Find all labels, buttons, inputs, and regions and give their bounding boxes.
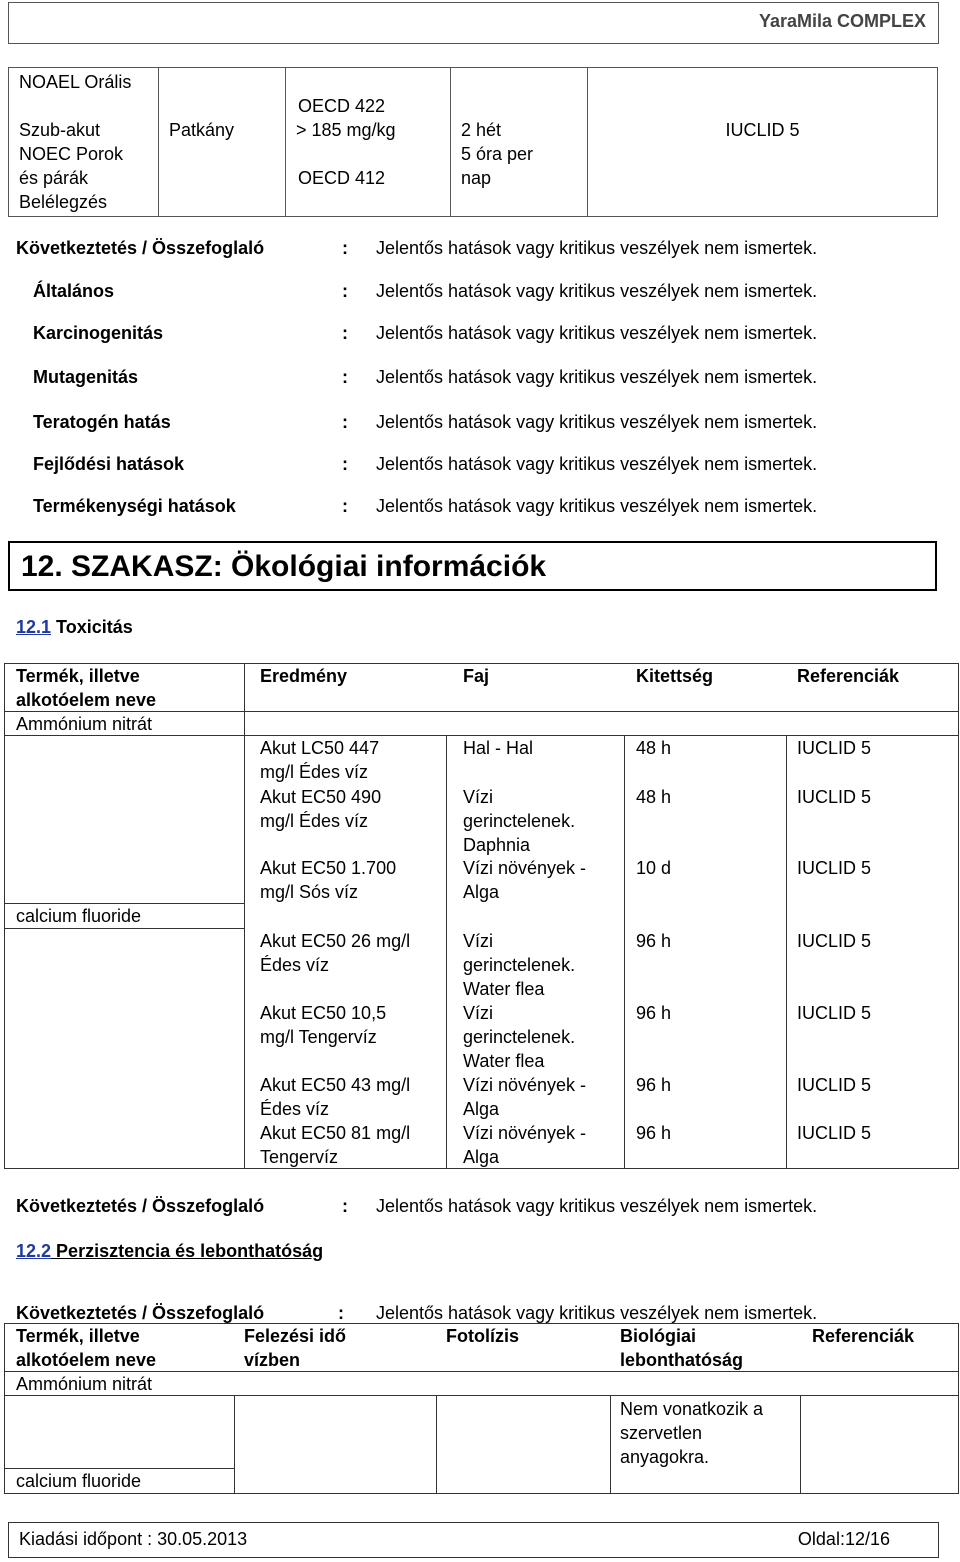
tox-table xyxy=(8,67,938,217)
table-row-ref: IUCLID 5 xyxy=(797,1003,872,1023)
eco-toxicity-table xyxy=(4,663,959,1169)
table-row-species: Vízi gerinctelenek. Water flea xyxy=(463,931,576,999)
table-row-exposure: 96 h xyxy=(636,1003,672,1023)
table-row-ref: IUCLID 5 xyxy=(797,787,872,807)
header-product: Termék, illetve alkotóelem neve xyxy=(16,1326,157,1370)
subsection-12-2[interactable]: 12.2 Perzisztencia és lebonthatóság xyxy=(16,1241,324,1261)
header-photolysis: Fotolízis xyxy=(446,1326,519,1346)
header-species: Faj xyxy=(463,666,490,686)
table-row-exposure: 96 h xyxy=(636,1123,672,1143)
page-number: Oldal:12/16 xyxy=(797,1529,890,1549)
product-name: calcium fluoride xyxy=(16,1471,142,1491)
tox-endpoint-cell: NOAEL Orális Szub-akut NOEC Porok és párák Belélegzés xyxy=(9,68,159,217)
header-exposure: Kitettség xyxy=(636,666,714,686)
header-refs: Referenciák xyxy=(797,666,900,686)
table-row-species: Vízi gerinctelenek. Water flea xyxy=(463,1003,576,1071)
header-biodegradability: Biológiai lebonthatóság xyxy=(620,1326,744,1370)
table-row-exposure: 10 d xyxy=(636,858,672,878)
product-title: YaraMila COMPLEX xyxy=(758,11,926,31)
table-row-exposure: 96 h xyxy=(636,1075,672,1095)
table-row-species: Hal - Hal xyxy=(463,738,534,758)
table-row-result: Akut EC50 1.700 mg/l Sós víz xyxy=(260,858,397,902)
header-halflife: Felezési idő vízben xyxy=(244,1326,347,1370)
page-header xyxy=(8,2,939,44)
table-row-result: Akut EC50 26 mg/l Édes víz xyxy=(260,931,411,975)
product-name: Ammónium nitrát xyxy=(16,1374,153,1394)
header-product: Termék, illetve alkotóelem neve xyxy=(16,666,157,710)
product-name: calcium fluoride xyxy=(16,906,142,926)
table-row-result: Akut LC50 447 mg/l Édes víz xyxy=(260,738,380,782)
table-row-exposure: 96 h xyxy=(636,931,672,951)
table-row-ref: IUCLID 5 xyxy=(797,858,872,878)
table-row-ref: IUCLID 5 xyxy=(797,1123,872,1143)
table-row-species: Vízi gerinctelenek. Daphnia xyxy=(463,787,576,855)
tox-exposure-cell: 2 hét 5 óra per nap xyxy=(451,68,588,217)
table-row-ref: IUCLID 5 xyxy=(797,738,872,758)
table-row-species: Vízi növények - Alga xyxy=(463,1123,587,1167)
table-row-ref: IUCLID 5 xyxy=(797,1075,872,1095)
table-row-species: Vízi növények - Alga xyxy=(463,858,587,902)
header-result: Eredmény xyxy=(260,666,348,686)
table-row-species: Vízi növények - Alga xyxy=(463,1075,587,1119)
tox-species-cell: Patkány xyxy=(159,68,286,217)
subsection-12-1[interactable]: 12.1 Toxicitás xyxy=(16,617,133,637)
persistence-table xyxy=(4,1323,959,1494)
biodegradability-value: Nem vonatkozik a szervetlen anyagokra. xyxy=(620,1399,764,1467)
tox-ref-cell: IUCLID 5 xyxy=(588,68,938,217)
table-row-result: Akut EC50 490 mg/l Édes víz xyxy=(260,787,382,831)
tox-dose-cell: OECD 422 > 185 mg/kg OECD 412 xyxy=(286,68,451,217)
issue-date: Kiadási időpont : 30.05.2013 xyxy=(19,1529,248,1549)
table-row-exposure: 48 h xyxy=(636,738,672,758)
table-row-ref: IUCLID 5 xyxy=(797,931,872,951)
page-footer xyxy=(8,1522,939,1558)
table-row-exposure: 48 h xyxy=(636,787,672,807)
table-row-result: Akut EC50 43 mg/l Édes víz xyxy=(260,1075,411,1119)
product-name: Ammónium nitrát xyxy=(16,714,153,734)
table-row-result: Akut EC50 10,5 mg/l Tengervíz xyxy=(260,1003,387,1047)
table-row-result: Akut EC50 81 mg/l Tengervíz xyxy=(260,1123,411,1167)
header-refs: Referenciák xyxy=(812,1326,915,1346)
section-12-heading: 12. SZAKASZ: Ökológiai információk xyxy=(8,541,937,591)
